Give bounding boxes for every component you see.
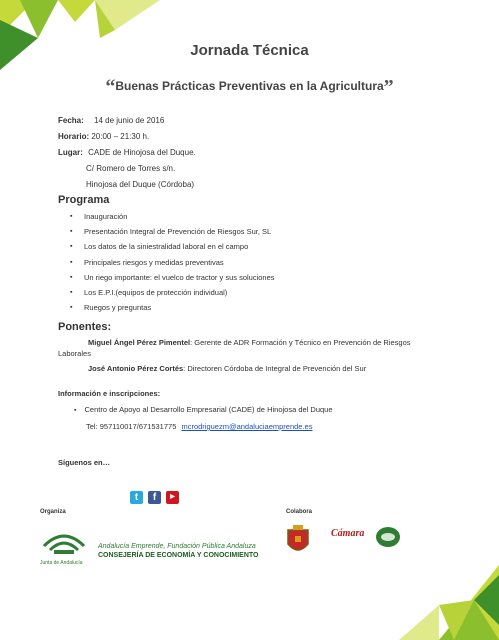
youtube-icon[interactable]: ▶ — [166, 491, 179, 504]
subtitle-text: Buenas Prácticas Preventivas en la Agricultura — [115, 79, 384, 93]
ponente-1-name: Miguel Ángel Pérez Pimentel — [88, 338, 191, 347]
town-crest-icon — [283, 524, 313, 558]
list-item: ▪ Inauguración — [70, 212, 275, 227]
third-partner-logo-icon — [375, 526, 401, 548]
email-link[interactable]: mcrodriguezm@andaluciaemprende.es — [181, 422, 313, 431]
junta-andalucia-logo — [40, 528, 88, 564]
event-subtitle — [0, 76, 499, 99]
list-item: ▪ Un riego importante: el vuelco de tractor y sus soluciones — [70, 273, 275, 288]
info-bullet-text: Centro de Apoyo al Desarrollo Empresarial (CADE) de Hinojosa del Duque — [84, 405, 333, 414]
location-row — [58, 148, 196, 157]
junta-logo-text: Junta de Andalucía — [40, 560, 83, 566]
schedule-label: Horario: — [58, 132, 90, 141]
list-item: ▪ Principales riesgos y medidas preventivas — [70, 258, 275, 273]
ponentes-heading: Ponentes: — [58, 321, 112, 333]
programa-heading: Programa — [58, 194, 110, 206]
address-line-1: C/ Romero de Torres s/n. — [86, 164, 176, 173]
list-item: ▪ Ruegos y preguntas — [70, 303, 275, 318]
follow-us-label: Síguenos en… — [58, 458, 111, 467]
ponente-2 — [88, 363, 366, 374]
ponente-2-name: José Antonio Pérez Cortés — [88, 364, 184, 373]
list-item: ▪ Presentación Integral de Prevención de Riesgos Sur, SL — [70, 227, 275, 242]
address-line-2: Hinojosa del Duque (Córdoba) — [86, 180, 195, 189]
phone-text: Tel: 957110017/671531775 — [86, 422, 177, 431]
list-item: ▪ Los E.P.I.(equipos de protección individual) — [70, 288, 275, 303]
organiza-label: Organiza — [40, 509, 66, 515]
contact-line — [86, 422, 312, 431]
ponente-1-role: : Gerente de ADR Formación y Técnico en Prevención de Riesgos Laborales — [58, 338, 411, 358]
location-label: Lugar: — [58, 148, 83, 157]
top-left-decoration — [0, 0, 160, 70]
close-quote: ” — [383, 76, 394, 98]
twitter-icon[interactable]: t — [130, 491, 143, 504]
camara-logo: Cámara — [331, 528, 365, 539]
date-value: 14 de junio de 2016 — [94, 116, 165, 125]
location-value: CADE de Hinojosa del Duque. — [88, 148, 196, 157]
info-bullet — [74, 405, 333, 414]
org-name-line-1: Andalucía Emprende, Fundación Pública Andaluza — [98, 543, 256, 550]
colabora-label: Colabora — [286, 509, 313, 515]
list-item: ▪ Los datos de la siniestralidad laboral en el campo — [70, 242, 275, 257]
schedule-value: 20:00 – 21:30 h. — [91, 132, 150, 141]
date-row — [58, 116, 164, 125]
org-name-line-2: CONSEJERÍA DE ECONOMÍA Y CONOCIMIENTO — [98, 552, 259, 559]
ponente-2-role: : Directoren Córdoba de Integral de Prevención del Sur — [183, 364, 367, 373]
bullet-icon: ▪ — [74, 407, 77, 414]
bottom-right-decoration — [379, 565, 499, 640]
schedule-row — [58, 132, 149, 141]
info-heading: Información e inscripciones: — [58, 389, 161, 398]
ponente-1 — [58, 337, 438, 359]
open-quote: “ — [105, 76, 116, 98]
facebook-icon[interactable]: f — [148, 491, 161, 504]
date-label: Fecha: — [58, 116, 84, 125]
event-title: Jornada Técnica — [190, 42, 309, 59]
programa-list — [70, 212, 275, 318]
